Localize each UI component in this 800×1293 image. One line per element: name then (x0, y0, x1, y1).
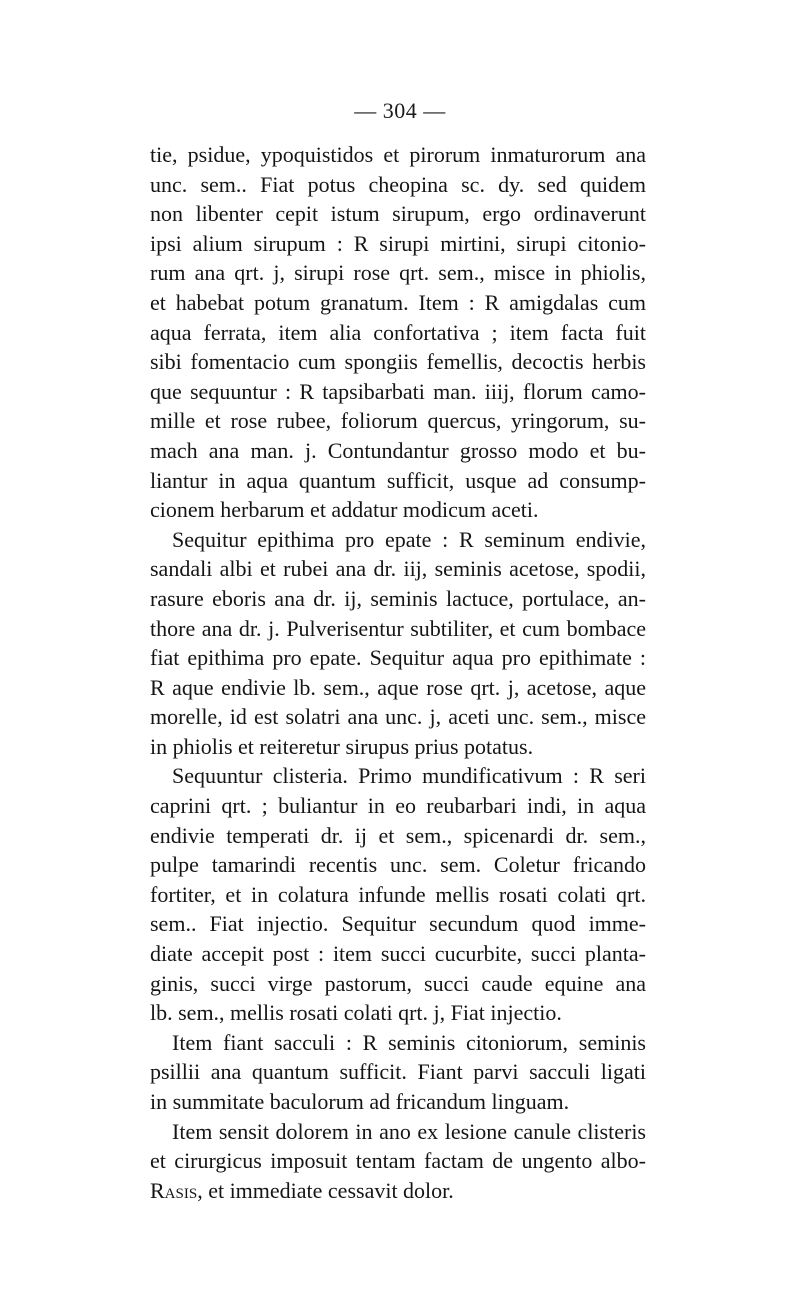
text-line: fiat epithima pro epate. Sequitur aqua pro epithimate : (150, 645, 646, 671)
paragraph-end-line: in summitate baculorum ad fricandum linguam. (150, 1089, 570, 1114)
final-line (150, 1176, 646, 1206)
paragraph-start-line: Item sensit dolorem in ano ex lesione canule clisteris (172, 1118, 646, 1144)
paragraph-end-line: cionem herbarum et addatur modicum aceti. (150, 497, 539, 523)
text-line: mach ana man. j. Contundantur grosso modo et bu- (150, 437, 646, 463)
paragraph-start-line: Item fiant sacculi : R seminis citoniorum, seminis (172, 1029, 646, 1055)
paragraph-end-line: lb. sem., mellis rosati colati qrt. j, Fiat injectio. (150, 1000, 562, 1026)
text-line: mille et rose rubee, foliorum quercus, yringorum, su- (150, 408, 646, 434)
text-line: fortiter, et in colatura infunde mellis rosati colati qrt. (150, 881, 646, 907)
text-line: tie, psidue, ypoquistidos et pirorum inmaturorum ana (150, 142, 646, 167)
author-name-rasis: Rasis (150, 1177, 198, 1203)
text-line: et habebat potum granatum. Item : R amigdalas cum (150, 289, 646, 315)
text-line: sem.. Fiat injectio. Sequitur secundum quod imme- (150, 911, 646, 937)
text-line: psillii ana quantum sufficit. Fiant parvi sacculi ligati (150, 1059, 646, 1085)
text-line: aqua ferrata, item alia confortativa ; item facta fuit (150, 319, 646, 345)
text-line: et cirurgicus imposuit tentam factam de ungento albo- (150, 1148, 646, 1174)
paragraph-start-line: Sequuntur clisteria. Primo mundificativum : R seri (172, 763, 646, 789)
text-line: sibi fomentacio cum spongiis femellis, decoctis herbis (150, 349, 646, 375)
text-line: ipsi alium sirupum : R sirupi mirtini, sirupi citonio- (150, 230, 646, 256)
final-line-rest: , et immediate cessavit dolor. (197, 1177, 454, 1203)
text-line: diate accepit post : item succi cucurbite, succi planta- (150, 941, 646, 967)
text-line: endivie temperati dr. ij et sem., spicenardi dr. sem., (150, 822, 646, 848)
text-line: rasure eboris ana dr. ij, seminis lactuce, portulace, an- (150, 585, 646, 611)
text-line: liantur in aqua quantum sufficit, usque ad consump- (150, 467, 646, 493)
text-line: unc. sem.. Fiat potus cheopina sc. dy. sed quidem (150, 171, 646, 197)
text-line: R aque endivie lb. sem., aque rose qrt. j, acetose, aque (150, 674, 646, 700)
paragraph-end-line: in phiolis et reiteretur sirupus prius potatus. (150, 733, 534, 759)
text-line: sandali albi et rubei ana dr. iij, seminis acetose, spodii, (150, 556, 646, 582)
text-line: rum ana qrt. j, sirupi rose qrt. sem., misce in phiolis, (150, 260, 646, 286)
page-number: — 304 — (354, 98, 446, 123)
text-line: que sequuntur : R tapsibarbati man. iiij, florum camo- (150, 378, 646, 404)
text-line: non libenter cepit istum sirupum, ergo ordinaverunt (150, 201, 646, 227)
text-line: thore ana dr. j. Pulverisentur subtiliter, et cum bombace (150, 615, 646, 641)
text-line: morelle, id est solatri ana unc. j, aceti unc. sem., misce (150, 704, 646, 730)
paragraph-start-line: Sequitur epithima pro epate : R seminum endivie, (172, 526, 646, 552)
body-text (150, 140, 646, 1205)
text-line: caprini qrt. ; buliantur in eo reubarbari indi, in aqua (150, 793, 646, 819)
text-line: ginis, succi virge pastorum, succi caude equine ana (150, 970, 646, 996)
text-line: pulpe tamarindi recentis unc. sem. Coletur fricando (150, 852, 646, 878)
